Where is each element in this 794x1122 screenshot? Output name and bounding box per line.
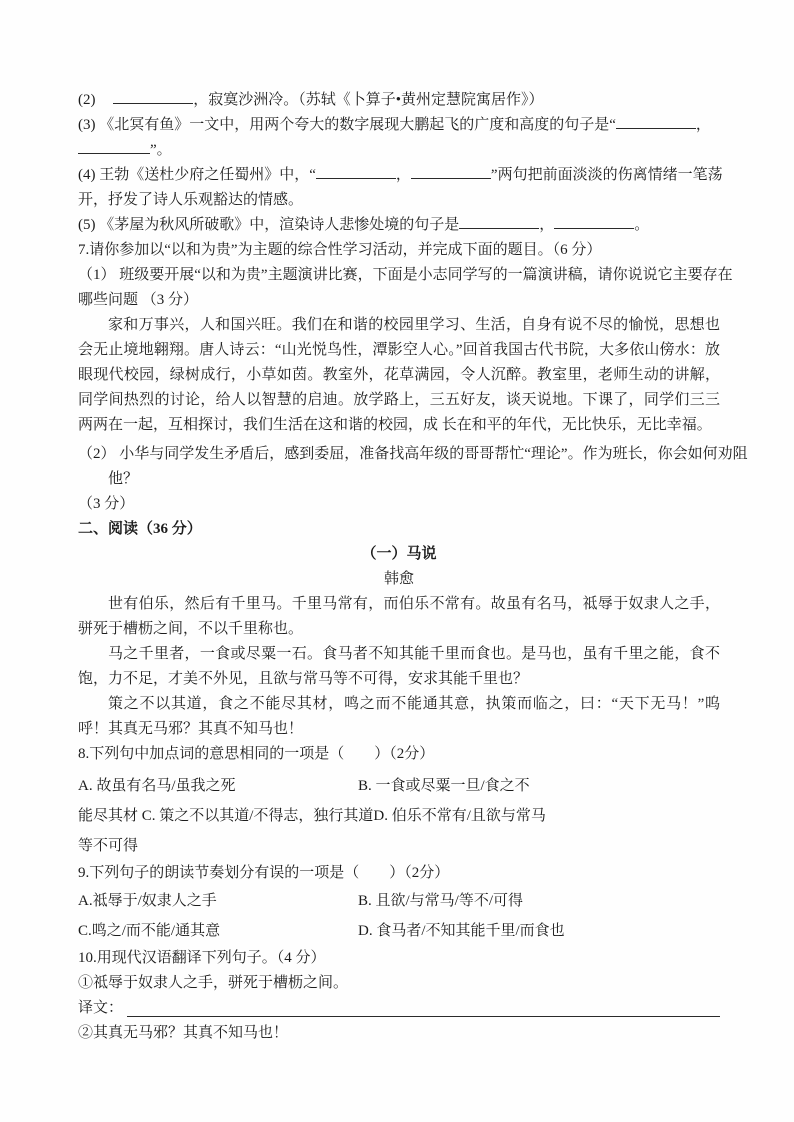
item-5-text-1: (5) 《茅屋为秋风所破歌》中，渲染诗人悲惨处境的句子是 <box>78 217 460 233</box>
item-3-text-3: ”。 <box>150 142 172 158</box>
question-8-options-row1 <box>78 771 720 801</box>
item-2-text: ，寂寞沙洲冷。（苏轼《卜算子•黄州定慧院寓居作》） <box>193 92 544 108</box>
answer-blank <box>616 114 696 129</box>
translation-row <box>78 996 720 1021</box>
item-3-text-2: ， <box>695 117 711 133</box>
item-3-line2 <box>78 138 720 163</box>
item-5-text-3: 。 <box>634 217 650 233</box>
item-4-line2: 开，抒发了诗人乐观豁达的情感。 <box>78 192 304 208</box>
question-9-options-row1 <box>78 886 720 916</box>
answer-blank <box>459 214 539 229</box>
item-4-line1 <box>78 163 723 188</box>
question-9-title: 9.下列句子的朗读节奏划分有误的一项是（ ）（2分） <box>78 865 450 881</box>
item-2-line <box>78 88 720 113</box>
item-3-line1 <box>78 113 720 138</box>
question-7-part1-line1: （1） 班级要开展“以和为贵”主题演讲比赛，下面是小志同学写的一篇演讲稿，请你说说它主要存在 <box>78 267 733 283</box>
answer-blank <box>78 139 150 154</box>
item-4-text-1: (4) 王勃《送杜少府之任蜀州》中，“ <box>78 167 316 183</box>
item-4-text-3: ”两句把前面淡淡的伤离情绪一笔荡 <box>490 167 723 183</box>
question-8-option-b: B. 一食或尽粟一旦/食之不 <box>358 778 530 794</box>
question-7-part2-line2: 他？ <box>108 471 139 487</box>
passage-title: （一）马说 <box>361 546 437 562</box>
passage-paragraph-3: 策之不以其道，食之不能尽其材，鸣之而不能通其意，执策而临之，曰：“天下无马！”呜呼！其真无马邪？其真不知马也！ <box>78 696 720 737</box>
question-7-part2-line1: （2） 小华与同学发生矛盾后，感到委屈，准备找高年级的哥哥帮忙“理论”。作为班长，你会如何劝阻 <box>78 446 748 462</box>
item-3-text-1: (3) 《北冥有鱼》一文中，用两个夸大的数字展现大鹏起飞的广度和高度的句子是“ <box>78 117 616 133</box>
answer-blank <box>554 214 634 229</box>
question-8-title: 8.下列句中加点词的意思相同的一项是（ ）（2分） <box>78 746 435 762</box>
question-10-title: 10.用现代汉语翻译下列句子。（4 分） <box>78 950 326 966</box>
answer-blank <box>113 89 193 104</box>
speech-draft-paragraph: 家和万事兴，人和国兴旺。我们在和谐的校园里学习、生活，自身有说不尽的愉悦，思想也会无止境地翱翔。唐人诗云：“山光悦鸟性，潭影空人心。”回首我国古代书院，大多依山傍水：放眼现代校园，绿树成行，小草如茵。教室外，花草满园，令人沉醉。教室里，老师生动的讲解，同学间热烈的讨论，给人以智慧的启迪。放学路上，三五好友，谈天说地。下课了，同学们三三两两在一起，互相探讨，我们生活在这和谐的校园，成 长在和平的年代，无比快乐，无比幸福。 <box>78 317 720 433</box>
question-7-title: 7.请你参加以“以和为贵”为主题的综合性学习活动，并完成下面的题目。（6 分） <box>78 242 602 258</box>
item-2-number: (2) <box>78 92 96 108</box>
question-8-option-a: A. 故虽有名马/虽我之死 <box>78 778 236 794</box>
question-9-option-c: C.鸣之/而不能/通其意 <box>78 923 221 939</box>
question-8-options-row2: 能尽其材 C. 策之不以其道/不得志，独行其道D. 伯乐不常有/且欲与常马 <box>78 808 546 824</box>
passage-author: 韩愈 <box>383 571 414 587</box>
passage-paragraph-1: 世有伯乐，然后有千里马。千里马常有，而伯乐不常有。故虽有名马，祗辱于奴隶人之手，骈死于槽枥之间，不以千里称也。 <box>78 596 720 637</box>
question-9-option-d: D. 食马者/不知其能千里/而食也 <box>358 923 565 939</box>
question-8-options-row3: 等不可得 <box>78 838 139 854</box>
translation-label: 译文： <box>78 1000 124 1016</box>
question-7-part1-line2: 哪些问题 （3 分） <box>78 292 199 308</box>
section-2-heading: 二、阅读（36 分） <box>78 521 202 537</box>
translation-answer-line <box>127 1015 720 1017</box>
item-5-text-2: ， <box>539 217 555 233</box>
item-4-text-2: ， <box>395 167 411 183</box>
answer-blank <box>316 164 396 179</box>
question-7-part2-score: （3 分） <box>78 496 135 512</box>
passage-paragraph-2: 马之千里者，一食或尽粟一石。食马者不知其能千里而食也。是马也，虽有千里之能，食不饱，力不足，才美不外见，且欲与常马等不可得，安求其能千里也？ <box>78 646 720 687</box>
question-9-options-row2 <box>78 916 720 946</box>
item-5-line <box>78 213 720 238</box>
question-9-option-b: B. 且欲/与常马/等不/可得 <box>358 893 524 909</box>
question-10-sentence-1: ①祗辱于奴隶人之手，骈死于槽枥之间。 <box>78 975 349 991</box>
question-10-sentence-2: ②其真无马邪？其真不知马也！ <box>78 1025 289 1041</box>
answer-blank <box>411 164 491 179</box>
question-9-option-a: A.祗辱于/奴隶人之手 <box>78 893 217 909</box>
